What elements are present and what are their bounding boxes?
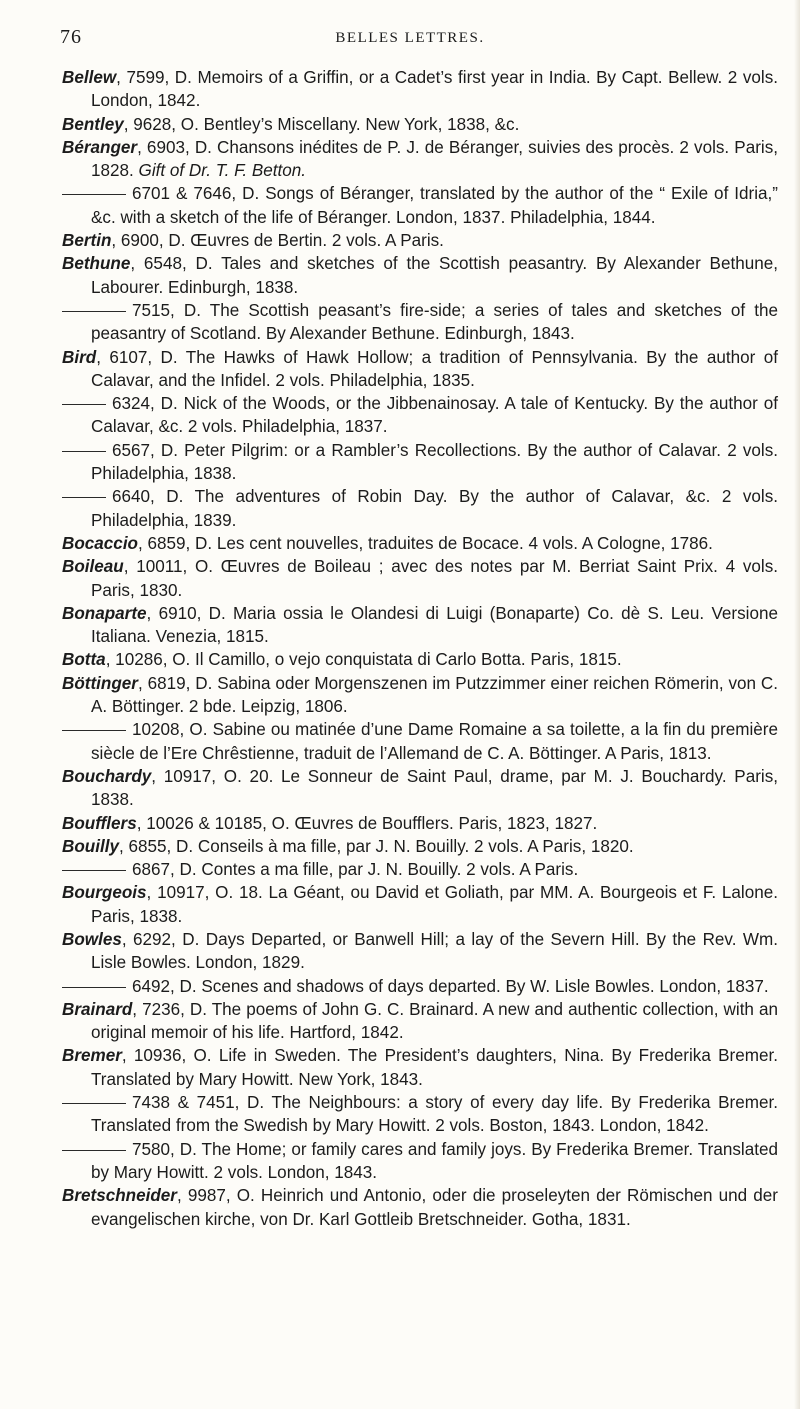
entry-text: , 10286, O. Il Camillo, o vejo conquistata di Carlo Botta. Paris, 1815. xyxy=(105,650,622,670)
ditto-dash xyxy=(62,730,126,731)
entry-text: 6867, D. Contes a ma fille, par J. N. Bouilly. 2 vols. A Paris. xyxy=(132,860,579,880)
catalog-entry xyxy=(62,136,778,183)
ditto-dash xyxy=(62,404,106,405)
entry-text: , 6900, D. Œuvres de Bertin. 2 vols. A Paris. xyxy=(111,231,444,251)
ditto-dash xyxy=(62,497,106,498)
entry-text: , 7236, D. The poems of John G. C. Brainard. A new and authentic collection, with an original memoir of his life. Hartford, 1842. xyxy=(91,999,778,1043)
entry-text: , 6910, D. Maria ossia le Olandesi di Luigi (Bonaparte) Co. dè S. Leu. Versione Italiana. Venezia, 1815. xyxy=(91,603,778,647)
catalog-entry xyxy=(62,975,778,998)
catalog-entry xyxy=(62,858,778,881)
entry-author: Bethune xyxy=(62,254,131,274)
entry-gift-note: Gift of Dr. T. F. Betton. xyxy=(138,161,307,181)
page-header xyxy=(60,26,760,52)
catalog-entry xyxy=(62,881,778,928)
entry-author: Böttinger xyxy=(62,673,138,693)
entry-text: , 10917, O. 20. Le Sonneur de Saint Paul, drame, par M. J. Bouchardy. Paris, 1838. xyxy=(91,766,778,810)
entry-text: , 6819, D. Sabina oder Morgenszenen im Putzzimmer einer reichen Römerin, von C. A. Böttinger. 2 bde. Leipzig, 1806. xyxy=(91,673,778,717)
entry-author: Bowles xyxy=(62,929,122,949)
entry-text: , 10026 & 10185, O. Œuvres de Boufflers. Paris, 1823, 1827. xyxy=(136,813,598,833)
entry-text: 6324, D. Nick of the Woods, or the Jibbenainosay. A tale of Kentucky. By the author of Calavar, &c. 2 vols. Philadelphia, 1837. xyxy=(91,394,778,437)
entry-text: , 9987, O. Heinrich und Antonio, oder die proseleyten der Römischen und der evangelischen kirche, von Dr. Karl Gottleib Bretschneider. Gotha, 1831. xyxy=(91,1186,778,1229)
catalog-entry xyxy=(62,299,778,346)
entry-author: Bourgeois xyxy=(62,883,147,903)
entry-author: Bretschneider xyxy=(62,1186,177,1206)
catalog-entry xyxy=(62,229,778,252)
entry-text: , 7599, D. Memoirs of a Griffin, or a Cadet’s first year in India. By Capt. Bellew. 2 vols. London, 1842. xyxy=(91,68,778,111)
catalog-entry xyxy=(62,252,778,299)
entry-author: Bird xyxy=(62,347,97,367)
entry-text: , 9628, O. Bentley’s Miscellany. New York, 1838, &c. xyxy=(123,114,520,134)
catalog-entry xyxy=(62,532,778,555)
catalog-entry xyxy=(62,182,778,229)
catalog-entry xyxy=(62,1044,778,1091)
ditto-dash xyxy=(62,987,126,988)
entry-text: 7580, D. The Home; or family cares and family joys. By Frederika Bremer. Translated by Mary Howitt. 2 vols. London, 1843. xyxy=(91,1139,778,1182)
ditto-dash xyxy=(62,311,126,312)
catalog-entry xyxy=(62,602,778,649)
page-number: 76 xyxy=(60,26,82,48)
entry-text: 10208, O. Sabine ou matinée d’une Dame Romaine a sa toilette, a la fin du première siècle de l’Ere Chrêstienne, traduit de l’Allemand de C. A. Böttinger. A Paris, 1813. xyxy=(91,720,778,763)
running-title: BELLES LETTRES. xyxy=(335,30,485,46)
catalog-entry xyxy=(62,648,778,671)
entry-text: 6567, D. Peter Pilgrim: or a Rambler’s Recollections. By the author of Calavar. 2 vols. Philadelphia, 1838. xyxy=(91,440,778,484)
entry-author: Bocaccio xyxy=(62,533,139,553)
entry-author: Bouchardy xyxy=(62,766,152,786)
entry-author: Botta xyxy=(62,650,106,670)
ditto-dash xyxy=(62,870,126,871)
entry-text: , 6903, D. Chansons inédites de P. J. de Béranger, suivies des procès. 2 vols. Paris, 1828. xyxy=(91,137,778,181)
entry-author: Bonaparte xyxy=(62,603,147,623)
catalog-entry xyxy=(62,66,778,113)
catalog-entry xyxy=(62,718,778,765)
entry-text: , 10936, O. Life in Sweden. The President’s daughters, Nina. By Frederika Bremer. Translated by Mary Howitt. New York, 1843. xyxy=(91,1046,778,1089)
catalog-entry xyxy=(62,392,778,439)
entry-text: 6492, D. Scenes and shadows of days departed. By W. Lisle Bowles. London, 1837. xyxy=(132,976,769,996)
entry-author: Boileau xyxy=(62,557,124,577)
entry-author: Bremer xyxy=(62,1046,122,1066)
entry-author: Boufflers xyxy=(62,813,137,833)
entry-author: Bellew xyxy=(62,68,117,87)
entry-text: , 6292, D. Days Departed, or Banwell Hill; a lay of the Severn Hill. By the Rev. Wm. Lisle Bowles. London, 1829. xyxy=(91,929,778,973)
catalog-entry xyxy=(62,439,778,486)
catalog-entry xyxy=(62,812,778,835)
entry-author: Béranger xyxy=(62,137,138,157)
entry-author: Brainard xyxy=(62,999,133,1019)
ditto-dash xyxy=(62,1150,126,1151)
ditto-dash xyxy=(62,194,126,195)
entry-text: 6701 & 7646, D. Songs of Béranger, translated by the author of the “ Exile of Idria,” &c. with a sketch of the life of Béranger. London, 1837. Philadelphia, 1844. xyxy=(91,184,778,227)
catalog-entry xyxy=(62,1138,778,1185)
entry-author: Bentley xyxy=(62,114,124,134)
catalog-entry xyxy=(62,672,778,719)
catalog-entries xyxy=(62,66,778,1231)
page-edge xyxy=(794,0,800,1409)
entry-text: , 6855, D. Conseils à ma fille, par J. N. Bouilly. 2 vols. A Paris, 1820. xyxy=(118,836,634,856)
catalog-entry xyxy=(62,765,778,812)
catalog-entry xyxy=(62,998,778,1045)
catalog-entry xyxy=(62,835,778,858)
catalog-entry xyxy=(62,485,778,532)
entry-author: Bertin xyxy=(62,231,112,251)
entry-text: , 6859, D. Les cent nouvelles, traduites de Bocace. 4 vols. A Cologne, 1786. xyxy=(138,533,713,553)
entry-text: 6640, D. The adventures of Robin Day. By the author of Calavar, &c. 2 vols. Philadelphia, 1839. xyxy=(91,487,778,530)
catalog-entry xyxy=(62,113,778,136)
entry-text: 7515, D. The Scottish peasant’s fire-side; a series of tales and sketches of the peasantry of Scotland. By Alexander Bethune. Edinburgh, 1843. xyxy=(91,300,778,344)
catalog-entry xyxy=(62,555,778,602)
entry-text: , 6548, D. Tales and sketches of the Scottish peasantry. By Alexander Bethune, Labourer. Edinburgh, 1838. xyxy=(91,254,778,297)
catalog-entry xyxy=(62,928,778,975)
catalog-entry xyxy=(62,346,778,393)
catalog-entry xyxy=(62,1091,778,1138)
entry-text: 7438 & 7451, D. The Neighbours: a story of every day life. By Frederika Bremer. Translated from the Swedish by Mary Howitt. 2 vols. Boston, 1843. London, 1842. xyxy=(91,1093,778,1136)
entry-author: Bouilly xyxy=(62,836,119,856)
entry-text: , 10011, O. Œuvres de Boileau ; avec des notes par M. Berriat Saint Prix. 4 vols. Paris, 1830. xyxy=(91,557,778,600)
catalog-entry xyxy=(62,1184,778,1231)
ditto-dash xyxy=(62,1103,126,1104)
entry-text: , 6107, D. The Hawks of Hawk Hollow; a tradition of Pennsylvania. By the author of Calavar, and the Infidel. 2 vols. Philadelphia, 1835. xyxy=(91,347,778,390)
ditto-dash xyxy=(62,451,106,452)
entry-text: , 10917, O. 18. La Géant, ou David et Goliath, par MM. A. Bourgeois et F. Lalone. Paris, 1838. xyxy=(91,883,778,926)
